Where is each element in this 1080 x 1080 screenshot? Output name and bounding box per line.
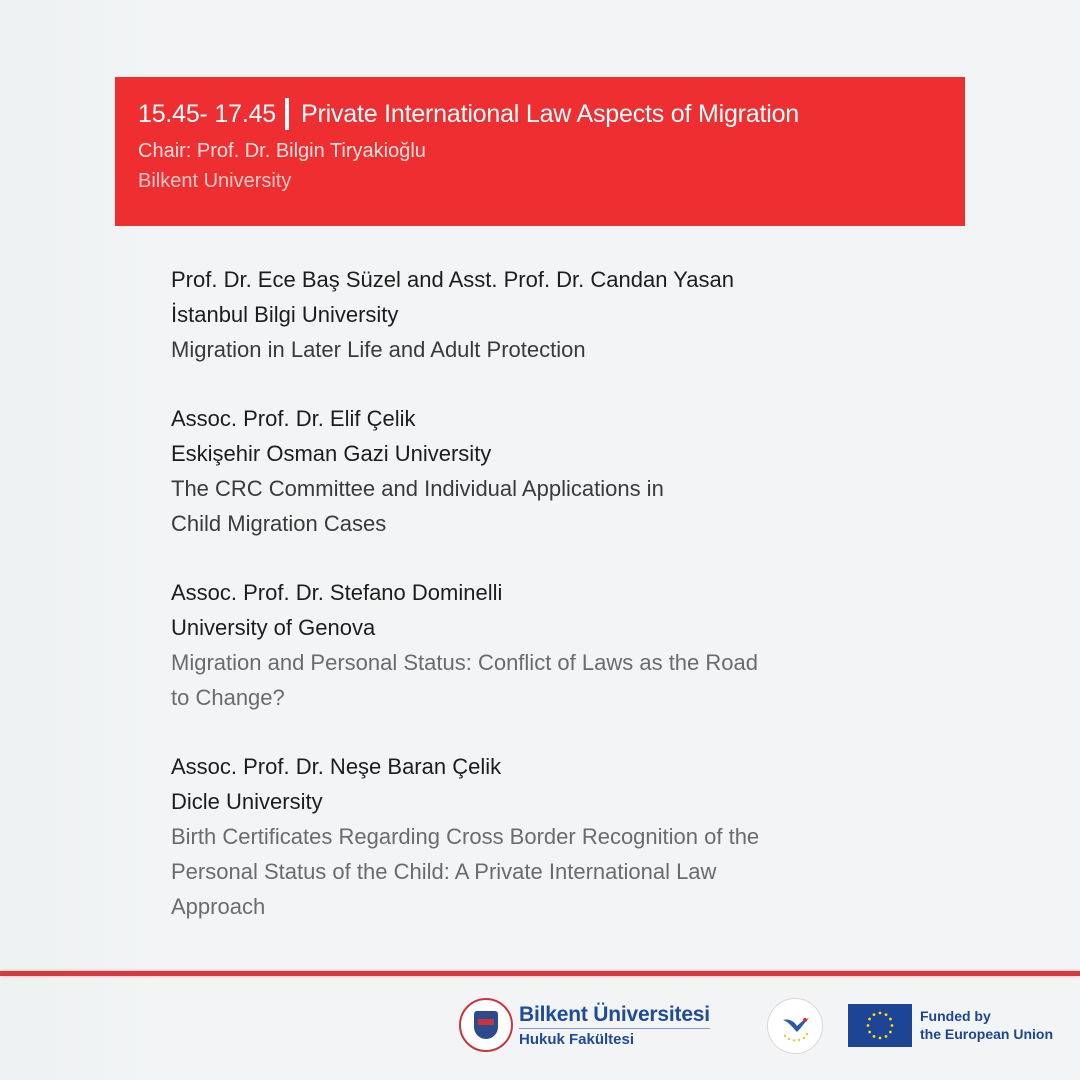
talk-speaker: Assoc. Prof. Dr. Neşe Baran Çelik <box>171 754 502 779</box>
eu-funding-line2: the European Union <box>920 1026 1053 1042</box>
session-time: 15.45- 17.45 <box>138 99 276 128</box>
crest-shield <box>474 1011 498 1039</box>
separator-bar <box>285 98 289 130</box>
eu-flag-stars <box>848 1004 912 1047</box>
talk-affiliation: Dicle University <box>171 789 323 814</box>
bilkent-name: Bilkent Üniversitesi <box>519 1003 710 1029</box>
session-header <box>115 77 965 226</box>
bilkent-logo-text <box>519 1003 710 1048</box>
talk-affiliation: University of Genova <box>171 615 376 640</box>
eu-funding-text <box>920 1007 1053 1043</box>
talk-speaker: Assoc. Prof. Dr. Elif Çelik <box>171 406 416 431</box>
talk-title: Child Migration Cases <box>171 511 387 536</box>
talk-title: Personal Status of the Child: A Private International Law <box>171 859 717 884</box>
talk-affiliation: Eskişehir Osman Gazi University <box>171 441 492 466</box>
eu-flag-icon <box>848 1004 912 1047</box>
talk-list <box>171 262 931 958</box>
eu-funding-line1: Funded by <box>920 1008 991 1024</box>
talk-title: Birth Certificates Regarding Cross Border Recognition of the <box>171 824 760 849</box>
talk-title: Migration and Personal Status: Conflict of Laws as the Road <box>171 650 758 675</box>
session-chair-affiliation: Bilkent University <box>138 170 292 192</box>
talk-speaker: Prof. Dr. Ece Baş Süzel and Asst. Prof. Dr. Candan Yasan <box>171 267 734 292</box>
bird-emblem-icon <box>767 998 823 1054</box>
talk-title: Migration in Later Life and Adult Protection <box>171 337 586 362</box>
talk-speaker: Assoc. Prof. Dr. Stefano Dominelli <box>171 580 503 605</box>
talk-affiliation: İstanbul Bilgi University <box>171 302 399 327</box>
talk-item <box>171 262 931 367</box>
talk-item <box>171 575 931 715</box>
bilkent-faculty: Hukuk Fakültesi <box>519 1030 635 1048</box>
talk-title: The CRC Committee and Individual Applications in <box>171 476 664 501</box>
session-header-top <box>138 94 965 134</box>
session-chair: Chair: Prof. Dr. Bilgin Tiryakioğlu <box>138 140 426 162</box>
talk-title: Approach <box>171 894 266 919</box>
bilkent-logo <box>459 998 710 1052</box>
talk-item <box>171 401 931 541</box>
session-title: Private International Law Aspects of Migration <box>301 99 800 128</box>
bird-glyph <box>775 1006 815 1046</box>
talk-title: to Change? <box>171 685 285 710</box>
university-crest-icon <box>459 998 513 1052</box>
talk-item <box>171 749 931 924</box>
